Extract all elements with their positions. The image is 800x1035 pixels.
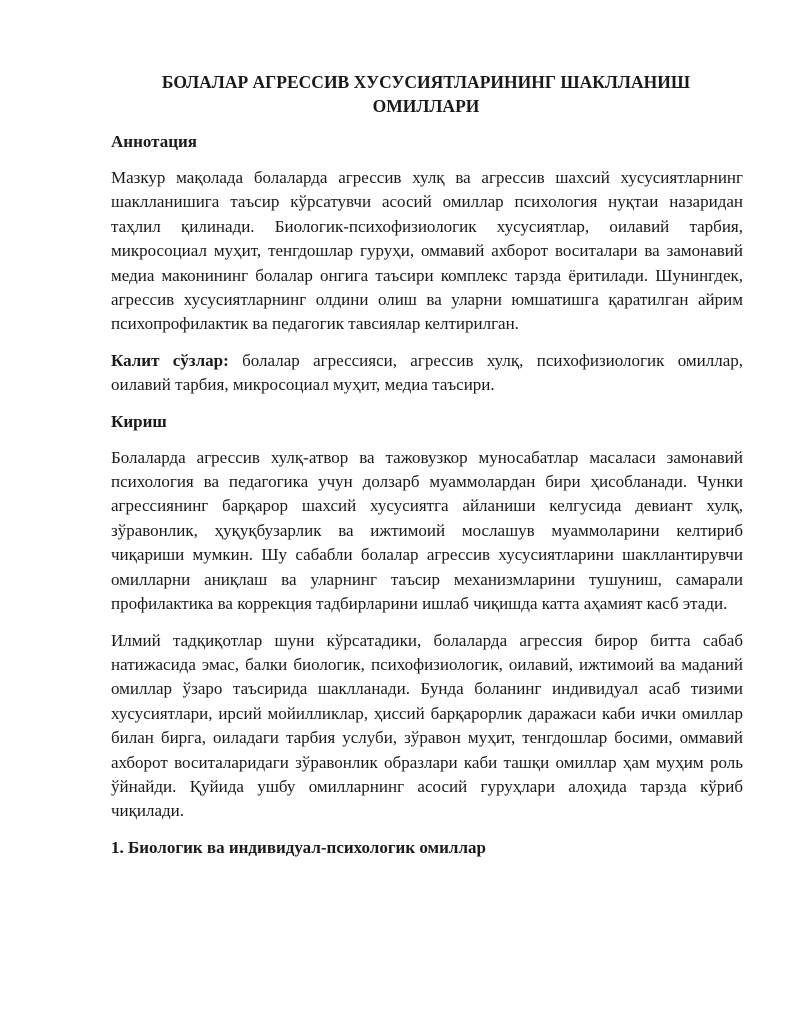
- intro-paragraph-2: Илмий тадқиқотлар шуни кўрсатадики, болаларда агрессия бирор битта сабаб натижасида эмас, балки биологик, психофизиологик, оилавий, ижтимоий ва маданий омиллар ўзаро таъсирида шаклланади. Бунда боланинг индивидуал асаб тизими хусусиятлари, ирсий мойилликлар, ҳиссий барқарорлик даражаси каби ички омиллар билан бирга, оиладаги тарбия услуби, зўравон муҳит, тенгдошлар босими, оммавий ахборот воситаларидаги зўравонлик образлари каби ташқи омиллар ҳам муҳим роль ўйнайди. Қуйида ушбу омилларнинг асосий гуруҳлари алоҳида тарзда кўриб чиқилади.: [111, 630, 743, 821]
- keywords-paragraph: [111, 349, 743, 398]
- title-line-1: БОЛАЛАР АГРЕССИВ ХУСУСИЯТЛАРИНИНГ ШАКЛЛАНИШ: [161, 72, 691, 92]
- keywords-label: Калит сўзлар:: [111, 350, 229, 370]
- intro-paragraph-1: Болаларда агрессив хулқ-атвор ва тажовузкор муносабатлар масаласи замонавий психология ва педагогика учун долзарб муаммолардан бири ҳисобланади. Чунки агрессиянинг барқарор шахсий хусусиятга айланиши келгусида девиант хулқ, зўравонлик, ҳуқуқбузарлик ва ижтимоий мослашув муаммоларини келтириб чиқариши мумкин. Шу сабабли болалар агрессив хусусиятларини шакллантирувчи омилларни аниқлаш ва уларнинг таъсир механизмларини тушуниш, самарали профилактика ва коррекция тадбирларини ишлаб чиқишда катта аҳамият касб этади.: [111, 447, 743, 614]
- document-title: [111, 70, 743, 118]
- keywords-text: болалар агрессияси, агрессив хулқ, психофизиологик омиллар, оилавий тарбия, микросоциал муҳит, медиа таъсири.: [111, 350, 743, 395]
- annotation-paragraph: Мазкур мақолада болаларда агрессив хулқ ва агрессив шахсий хусусиятларнинг шаклланишига таъсир кўрсатувчи асосий омиллар психология нуқтаи назаридан таҳлил қилинади. Биологик-психофизиологик хусусиятлар, оилавий тарбия, микросоциал муҳит, тенгдошлар гуруҳи, оммавий ахборот воситалари ва замонавий медиа маконининг болалар онгига таъсири комплекс тарзда ёритилади. Шунингдек, агрессив хусусиятларнинг олдини олиш ва уларни юмшатишга қаратилган айрим психопрофилактик ва педагогик тавсиялар келтирилган.: [111, 168, 743, 334]
- intro-heading: Кириш: [111, 411, 167, 431]
- title-line-2: ОМИЛЛАРИ: [372, 96, 480, 116]
- section-1-heading: 1. Биологик ва индивидуал-психологик омиллар: [111, 837, 486, 857]
- annotation-heading: Аннотация: [111, 132, 197, 151]
